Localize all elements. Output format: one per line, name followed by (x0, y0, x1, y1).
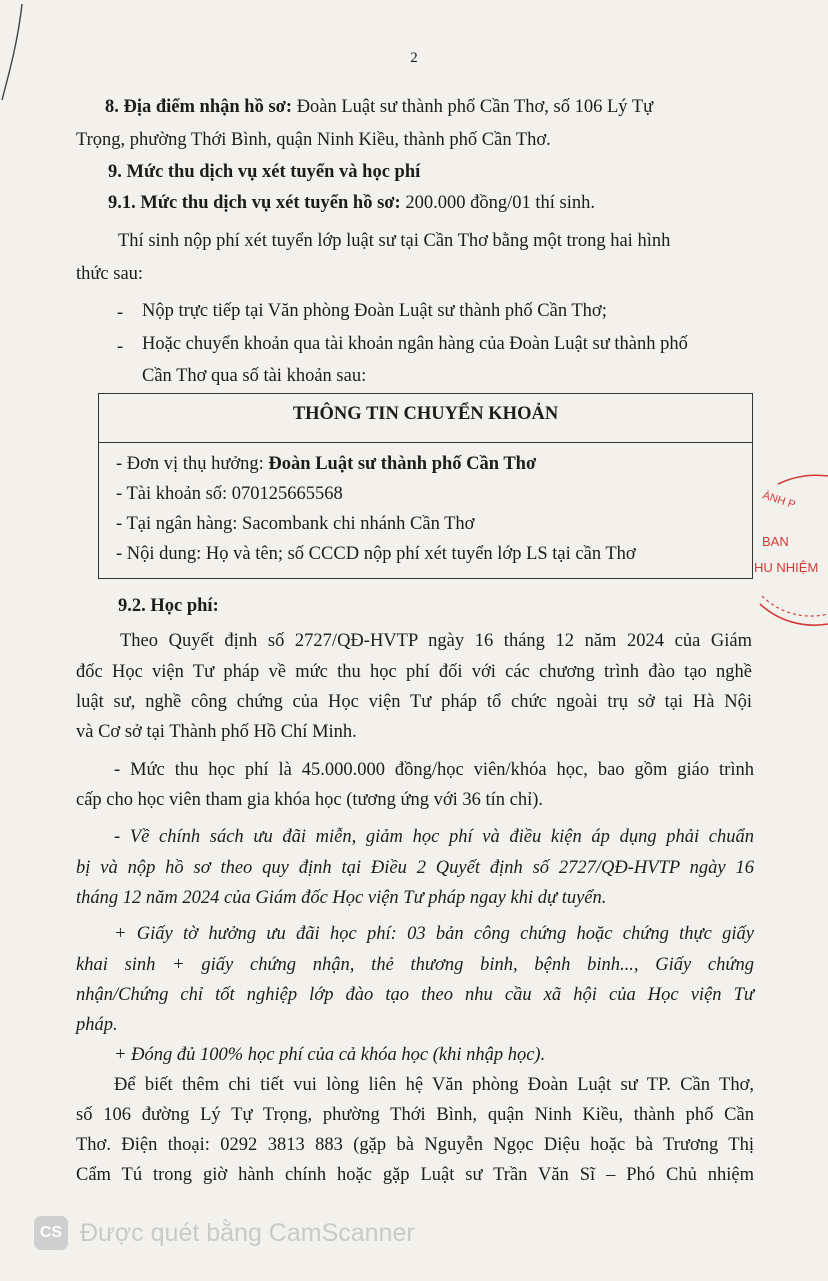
contact-line-3: Thơ. Điện thoại: 0292 3813 883 (gặp bà Nguyễn Ngọc Diệu hoặc bà Trương Thị (76, 1135, 754, 1155)
contact-line-2: số 106 đường Lý Tự Trọng, phường Thới Bình, quận Ninh Kiều, thành phố Cần (76, 1105, 754, 1125)
contact-line-1: Để biết thêm chi tiết vui lòng liên hệ Văn phòng Đoàn Luật sư TP. Cần Thơ, (114, 1075, 754, 1095)
section-9-1-line: 9.1. Mức thu dịch vụ xét tuyển hồ sơ: 200.000 đồng/01 thí sinh. (108, 193, 595, 213)
camscanner-watermark (34, 1215, 415, 1251)
tuition-docs-line-3: nhận/Chứng chỉ tốt nghiệp lớp đào tạo theo nhu cầu xã hội của Học viện Tư (76, 985, 754, 1005)
red-seal-stamp (748, 474, 828, 634)
transfer-beneficiary: - Đơn vị thụ hưởng: Đoàn Luật sư thành phố Cần Thơ (116, 454, 537, 474)
tuition-decision-line-2: đốc Học viện Tư pháp về mức thu học phí đối với các chương trình đào tạo nghề (76, 662, 752, 682)
stamp-text-top: ÀNH P (761, 489, 797, 512)
tuition-decision-line-4: và Cơ sở tại Thành phố Hồ Chí Minh. (76, 722, 357, 742)
camscanner-text: Được quét bằng CamScanner (80, 1218, 415, 1247)
section-9-2-heading: 9.2. Học phí: (118, 596, 219, 616)
bullet-dash: - (117, 337, 124, 357)
tuition-docs-line-1: + Giấy tờ hưởng ưu đãi học phí: 03 bản công chứng hoặc chứng thực giấy (114, 924, 754, 944)
transfer-info-box (98, 393, 753, 579)
page-number: 2 (410, 50, 418, 66)
transfer-info-title: THÔNG TIN CHUYỂN KHOẢN (292, 404, 559, 424)
tuition-amount-line-1: - Mức thu học phí là 45.000.000 đồng/học viên/khóa học, bao gồm giáo trình (114, 760, 754, 780)
tuition-policy-line-1: - Về chính sách ưu đãi miễn, giảm học phí và điều kiện áp dụng phải chuẩn (114, 827, 754, 847)
method-bank-transfer-1: Hoặc chuyển khoản qua tài khoản ngân hàng của Đoàn Luật sư thành phố (142, 334, 688, 354)
stamp-text-ban: BAN (762, 534, 789, 549)
transfer-content: - Nội dung: Họ và tên; số CCCD nộp phí xét tuyển lớp LS tại cần Thơ (116, 544, 636, 564)
tuition-policy-line-2: bị và nộp hồ sơ theo quy định tại Điều 2 Quyết định số 2727/QĐ-HVTP ngày 16 (76, 858, 754, 878)
tuition-decision-line-1: Theo Quyết định số 2727/QĐ-HVTP ngày 16 tháng 12 năm 2024 của Giám (120, 631, 752, 651)
tuition-docs-line-4: pháp. (76, 1015, 118, 1035)
method-direct-payment: Nộp trực tiếp tại Văn phòng Đoàn Luật sư thành phố Cần Thơ; (142, 301, 607, 321)
fee-method-intro-2: thức sau: (76, 264, 144, 284)
tuition-decision-line-3: luật sư, nghề công chứng của Học viện Tư pháp tổ chức ngoài trụ sở tại Hà Nội (76, 692, 752, 712)
camscanner-logo-icon: CS (34, 1216, 68, 1250)
transfer-info-divider (99, 442, 752, 443)
fee-method-intro-1: Thí sinh nộp phí xét tuyển lớp luật sư tại Cần Thơ bằng một trong hai hình (118, 231, 671, 251)
tuition-docs-line-2: khai sinh + giấy chứng nhận, thẻ thương binh, bệnh binh..., Giấy chứng (76, 955, 754, 975)
method-bank-transfer-2: Cần Thơ qua số tài khoản sau: (142, 366, 367, 386)
section-9-heading: 9. Mức thu dịch vụ xét tuyển và học phí (108, 162, 421, 182)
contact-line-4: Cẩm Tú trong giờ hành chính hoặc gặp Luật sư Trần Văn Sĩ – Phó Chủ nhiệm (76, 1165, 754, 1185)
section-8-line-1: 8. Địa điểm nhận hồ sơ: Đoàn Luật sư thành phố Cần Thơ, số 106 Lý Tự (105, 97, 654, 117)
tuition-policy-line-3: tháng 12 năm 2024 của Giám đốc Học viện Tư pháp ngay khi dự tuyển. (76, 888, 607, 908)
tuition-amount-line-2: cấp cho học viên tham gia khóa học (tương ứng với 36 tín chỉ). (76, 790, 544, 810)
tuition-full-payment: + Đóng đủ 100% học phí của cả khóa học (khi nhập học). (114, 1045, 546, 1065)
transfer-account-number: - Tài khoản số: 070125665568 (116, 484, 343, 504)
stamp-text-chu-nhiem: HU NHIỆM (754, 560, 819, 575)
transfer-bank: - Tại ngân hàng: Sacombank chi nhánh Cần Thơ (116, 514, 475, 534)
section-8-line-2: Trọng, phường Thới Bình, quận Ninh Kiều, thành phố Cần Thơ. (76, 130, 551, 150)
bullet-dash: - (117, 303, 124, 323)
